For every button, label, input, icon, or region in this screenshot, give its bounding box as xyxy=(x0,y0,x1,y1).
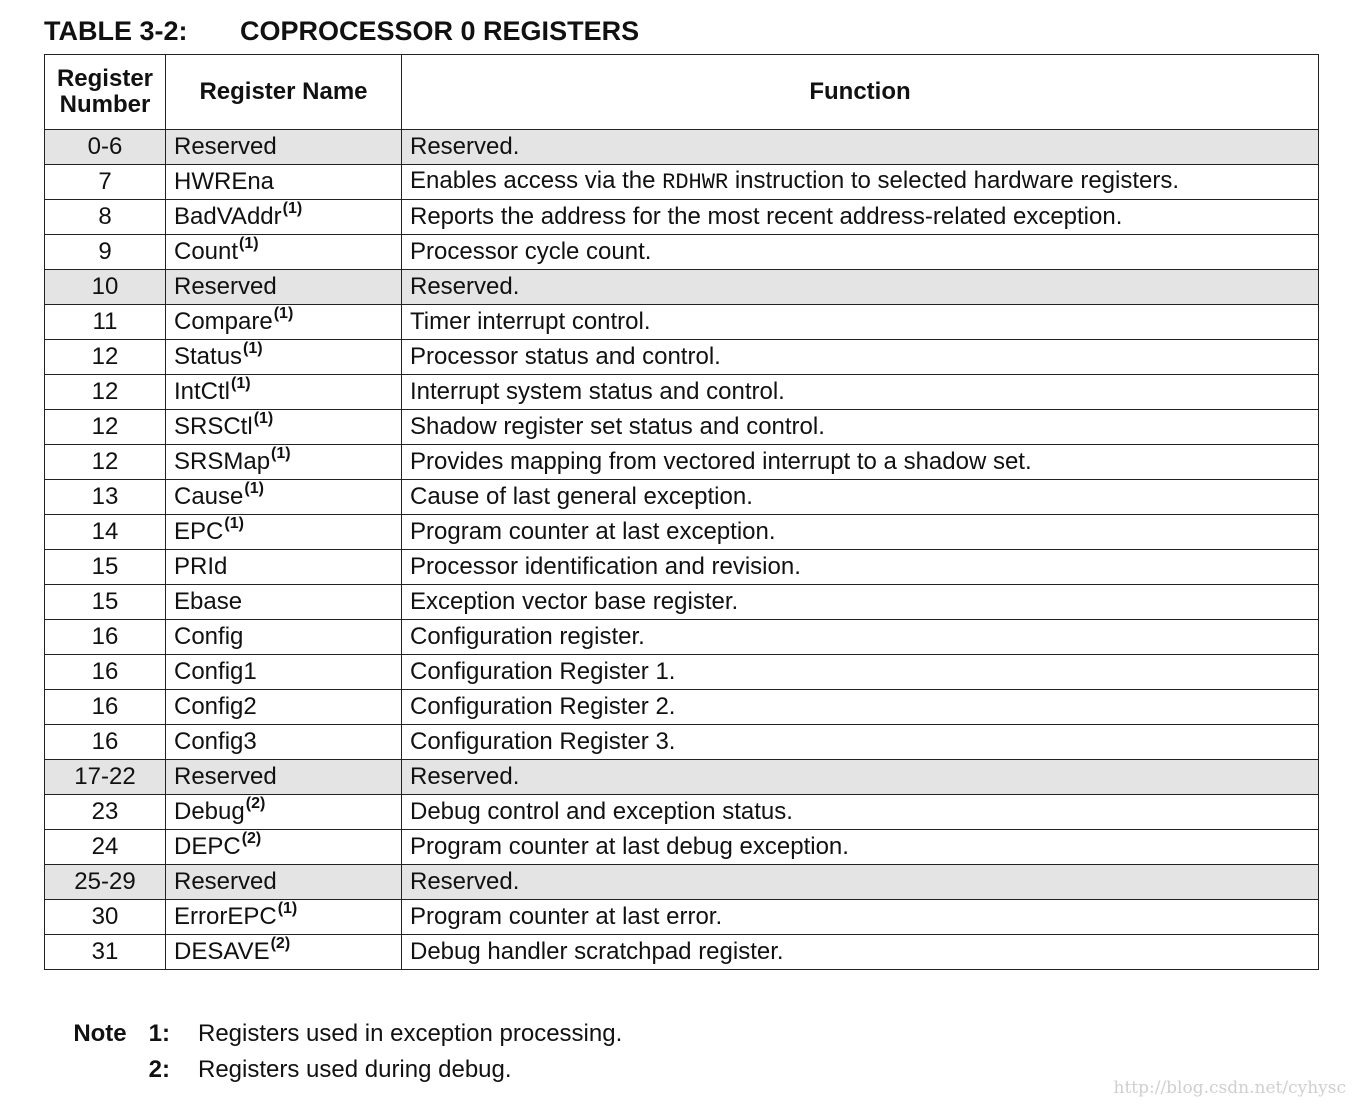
register-name-cell xyxy=(166,165,402,200)
register-name-cell xyxy=(166,655,402,690)
register-name: Config2 xyxy=(174,692,257,720)
register-number-cell: 12 xyxy=(45,340,166,375)
register-number-cell: 11 xyxy=(45,305,166,340)
footnote-marker: (2) xyxy=(270,934,291,952)
table-row xyxy=(45,165,1319,200)
register-number-cell: 13 xyxy=(45,480,166,515)
function-cell: Reserved. xyxy=(402,130,1319,165)
table-row xyxy=(45,445,1319,480)
register-name-cell xyxy=(166,550,402,585)
register-name-cell xyxy=(166,235,402,270)
function-text: Enables access via the xyxy=(410,167,663,195)
register-number-cell: 15 xyxy=(45,585,166,620)
register-name: Reserved xyxy=(174,762,277,790)
register-name: PRId xyxy=(174,552,228,580)
table-row xyxy=(45,305,1319,340)
footnote-marker: (1) xyxy=(239,234,259,252)
function-cell: Shadow register set status and control. xyxy=(402,410,1319,445)
function-cell: Interrupt system status and control. xyxy=(402,375,1319,410)
register-number-cell: 25-29 xyxy=(45,865,166,900)
register-name-cell xyxy=(166,795,402,830)
function-cell: Reserved. xyxy=(402,865,1319,900)
table-row xyxy=(45,200,1319,235)
register-number-cell: 24 xyxy=(45,830,166,865)
register-name: Reserved xyxy=(174,132,277,160)
table-row xyxy=(45,235,1319,270)
function-cell: Configuration register. xyxy=(402,620,1319,655)
register-name: Status xyxy=(174,342,243,370)
note-label: Note xyxy=(73,1020,127,1047)
note-item xyxy=(54,1052,622,1088)
table-row xyxy=(45,620,1319,655)
table-header-row xyxy=(45,55,1319,130)
register-number-cell: 0-6 xyxy=(45,130,166,165)
register-name-cell xyxy=(166,375,402,410)
register-name: Ebase xyxy=(174,587,243,615)
footnote-marker: (1) xyxy=(244,479,264,497)
register-number-cell: 31 xyxy=(45,935,166,970)
register-name-cell xyxy=(166,130,402,165)
function-cell: Configuration Register 1. xyxy=(402,655,1319,690)
table-row xyxy=(45,865,1319,900)
footnote-marker: (1) xyxy=(273,304,294,322)
watermark: http://blog.csdn.net/cyhysc xyxy=(1113,1078,1346,1098)
register-name: Config1 xyxy=(174,657,257,685)
register-name-cell xyxy=(166,445,402,480)
table-row xyxy=(45,270,1319,305)
register-number-cell: 16 xyxy=(45,620,166,655)
register-name: Compare xyxy=(174,307,273,335)
footnote-marker: (1) xyxy=(231,374,251,392)
register-name-cell xyxy=(166,690,402,725)
table-row xyxy=(45,690,1319,725)
register-number-cell: 14 xyxy=(45,515,166,550)
function-cell: Program counter at last debug exception. xyxy=(402,830,1319,865)
function-cell: Configuration Register 3. xyxy=(402,725,1319,760)
register-name-cell xyxy=(166,865,402,900)
function-cell: Processor status and control. xyxy=(402,340,1319,375)
table-row xyxy=(45,375,1319,410)
register-name: Config3 xyxy=(174,727,257,755)
register-name-cell xyxy=(166,585,402,620)
footnote-marker: (1) xyxy=(277,899,298,917)
register-name: IntCtl xyxy=(174,377,231,405)
register-name: HWREna xyxy=(174,167,275,195)
function-cell: Program counter at last exception. xyxy=(402,515,1319,550)
register-name: Reserved xyxy=(174,272,277,300)
function-cell: Debug handler scratchpad register. xyxy=(402,935,1319,970)
register-number-cell: 17-22 xyxy=(45,760,166,795)
table-notes xyxy=(54,1016,622,1088)
register-name-cell xyxy=(166,935,402,970)
register-name-cell xyxy=(166,760,402,795)
function-cell: Configuration Register 2. xyxy=(402,690,1319,725)
register-number-cell: 10 xyxy=(45,270,166,305)
register-number-cell: 16 xyxy=(45,655,166,690)
function-cell: Reports the address for the most recent address-related exception. xyxy=(402,200,1319,235)
coprocessor-register-table xyxy=(44,54,1319,970)
function-cell: Program counter at last error. xyxy=(402,900,1319,935)
function-cell: Timer interrupt control. xyxy=(402,305,1319,340)
register-name-cell xyxy=(166,480,402,515)
register-number-cell: 9 xyxy=(45,235,166,270)
register-name-cell xyxy=(166,620,402,655)
register-name-cell xyxy=(166,200,402,235)
register-number-cell: 16 xyxy=(45,725,166,760)
table-row xyxy=(45,935,1319,970)
register-number-cell: 15 xyxy=(45,550,166,585)
register-name: Cause xyxy=(174,482,244,510)
table-body xyxy=(45,130,1319,970)
register-name: Reserved xyxy=(174,867,277,895)
register-name: DESAVE xyxy=(174,937,270,965)
table-row xyxy=(45,515,1319,550)
function-cell: Exception vector base register. xyxy=(402,585,1319,620)
register-number-cell: 8 xyxy=(45,200,166,235)
register-name: DEPC xyxy=(174,832,241,860)
register-name: SRSMap xyxy=(174,447,271,475)
table-row xyxy=(45,900,1319,935)
function-cell xyxy=(402,165,1319,200)
register-name-cell xyxy=(166,305,402,340)
register-name: Count xyxy=(174,237,239,265)
register-name-cell xyxy=(166,270,402,305)
register-name: BadVAddr xyxy=(174,202,282,230)
instruction-code: RDHWR xyxy=(662,170,729,196)
header-register-name: Register Name xyxy=(166,55,402,130)
table-row xyxy=(45,340,1319,375)
note-key: 1: xyxy=(148,1020,170,1047)
footnote-marker: (1) xyxy=(271,444,291,462)
function-cell: Reserved. xyxy=(402,270,1319,305)
table-row xyxy=(45,480,1319,515)
function-cell: Processor identification and revision. xyxy=(402,550,1319,585)
footnote-marker: (2) xyxy=(245,794,266,812)
footnote-marker: (1) xyxy=(253,409,274,427)
header-function: Function xyxy=(402,55,1319,130)
table-row xyxy=(45,410,1319,445)
note-text: Registers used in exception processing. xyxy=(198,1020,623,1047)
table-row xyxy=(45,130,1319,165)
register-name: EPC xyxy=(174,517,224,545)
table-row xyxy=(45,725,1319,760)
table-row xyxy=(45,760,1319,795)
register-number-cell: 12 xyxy=(45,410,166,445)
function-cell: Reserved. xyxy=(402,760,1319,795)
register-number-cell: 12 xyxy=(45,445,166,480)
table-row xyxy=(45,830,1319,865)
function-cell: Provides mapping from vectored interrupt to a shadow set. xyxy=(402,445,1319,480)
footnote-marker: (1) xyxy=(243,339,263,357)
table-row xyxy=(45,795,1319,830)
footnote-marker: (1) xyxy=(282,199,303,217)
table-row xyxy=(45,655,1319,690)
table-title xyxy=(44,16,639,52)
register-name: Config xyxy=(174,622,244,650)
register-name-cell xyxy=(166,900,402,935)
function-text: instruction to selected hardware registers. xyxy=(728,167,1180,195)
register-name-cell xyxy=(166,340,402,375)
footnote-marker: (1) xyxy=(224,514,244,532)
function-cell: Debug control and exception status. xyxy=(402,795,1319,830)
table-caption: COPROCESSOR 0 REGISTERS xyxy=(240,16,640,46)
register-number-cell: 7 xyxy=(45,165,166,200)
register-name-cell xyxy=(166,515,402,550)
header-register-number: Register Number xyxy=(45,55,166,130)
function-cell: Cause of last general exception. xyxy=(402,480,1319,515)
note-key: 2: xyxy=(148,1056,170,1083)
register-name-cell xyxy=(166,410,402,445)
function-cell: Processor cycle count. xyxy=(402,235,1319,270)
table-number: TABLE 3-2: xyxy=(44,16,188,46)
register-name: Debug xyxy=(174,797,245,825)
register-name: ErrorEPC xyxy=(174,902,277,930)
table-row xyxy=(45,585,1319,620)
register-number-cell: 16 xyxy=(45,690,166,725)
table-row xyxy=(45,550,1319,585)
note-item xyxy=(54,1016,622,1052)
register-number-cell: 23 xyxy=(45,795,166,830)
register-name-cell xyxy=(166,725,402,760)
register-name: SRSCtl xyxy=(174,412,253,440)
register-name-cell xyxy=(166,830,402,865)
footnote-marker: (2) xyxy=(241,829,262,847)
register-number-cell: 12 xyxy=(45,375,166,410)
register-number-cell: 30 xyxy=(45,900,166,935)
note-text: Registers used during debug. xyxy=(198,1056,512,1083)
